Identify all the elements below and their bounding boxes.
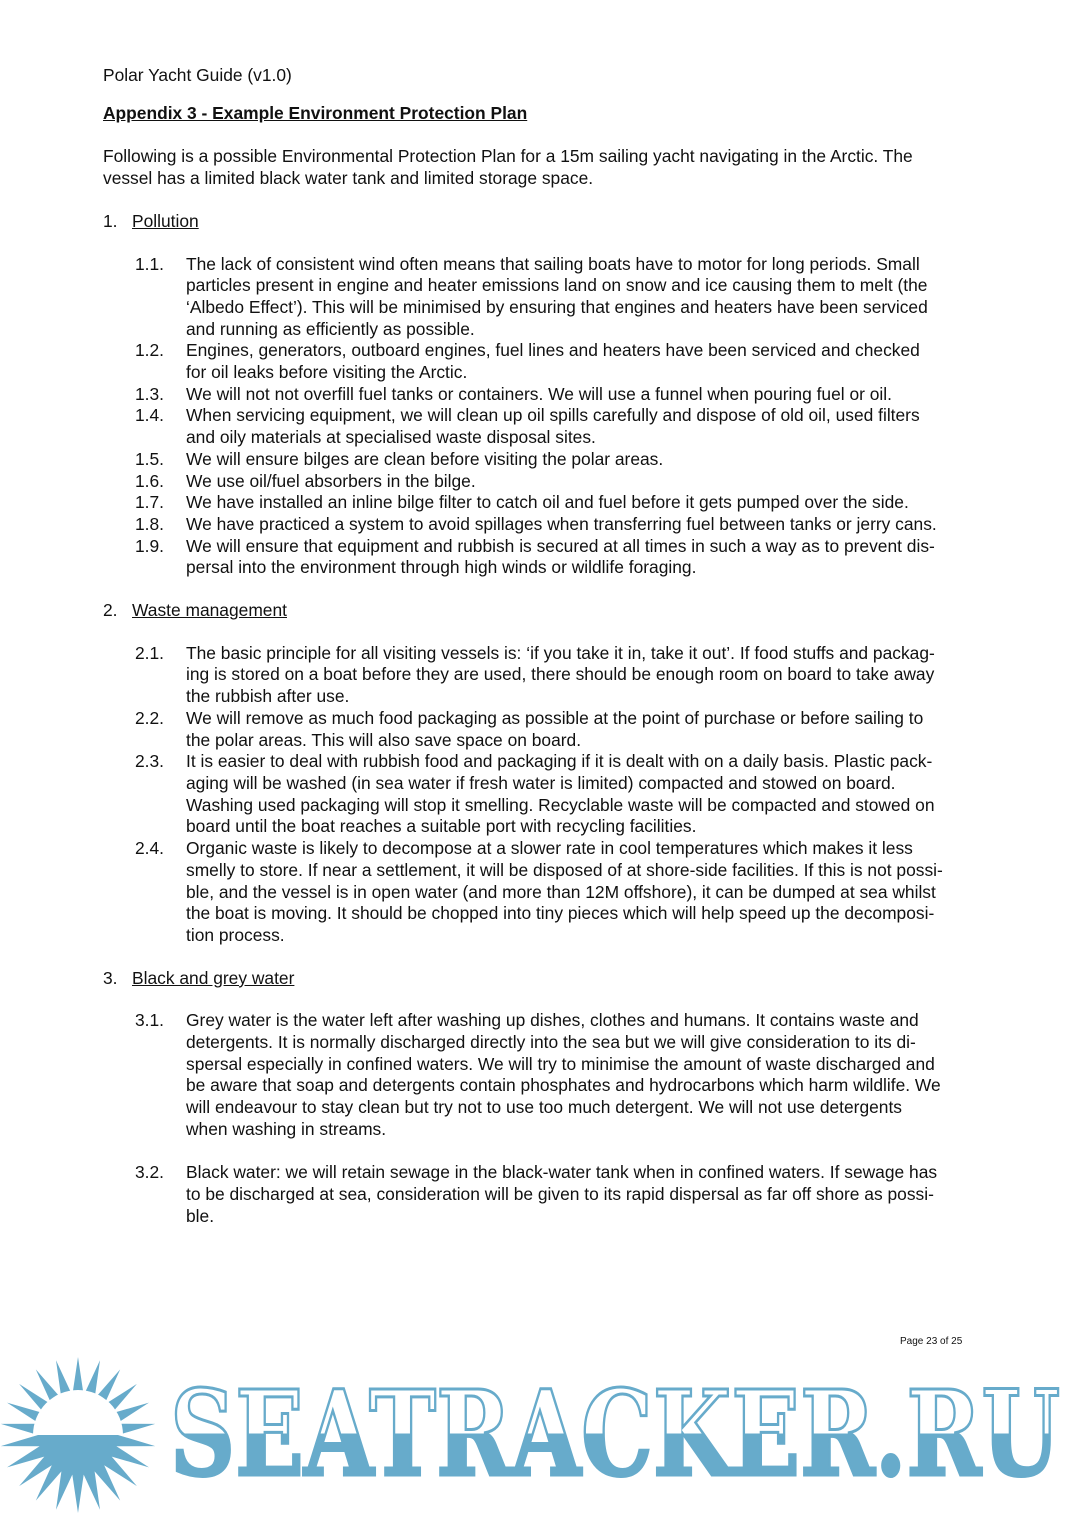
section-label: Pollution bbox=[132, 210, 199, 231]
item-line: persal into the environment through high winds or wildlife foraging. bbox=[186, 557, 697, 578]
list-item bbox=[135, 643, 983, 708]
item-number: 1.6. bbox=[135, 470, 165, 491]
list-item bbox=[135, 536, 983, 579]
item-line: the boat is moving. It should be chopped into tiny pieces which will help speed up the decomposi- bbox=[186, 903, 935, 924]
item-line: ‘Albedo Effect’). This will be minimised by ensuring that engines and heaters have been serviced bbox=[186, 296, 928, 317]
intro-line: Following is a possible Environmental Protection Plan for a 15m sailing yacht navigating in the Arctic. The bbox=[103, 146, 913, 167]
section-heading bbox=[103, 600, 983, 622]
list-item bbox=[135, 405, 983, 448]
section-number: 3. bbox=[103, 967, 118, 988]
item-line: We will ensure that equipment and rubbish is secured at all times in such a way as to prevent dis- bbox=[186, 535, 935, 556]
list-item bbox=[135, 1162, 983, 1227]
item-number: 3.2. bbox=[135, 1162, 165, 1183]
item-line: and oily materials at specialised waste disposal sites. bbox=[186, 427, 596, 448]
item-text bbox=[186, 340, 920, 383]
document-page bbox=[103, 65, 983, 1248]
item-line: for oil leaks before visiting the Arctic. bbox=[186, 362, 468, 383]
list-item bbox=[135, 708, 983, 751]
list-item bbox=[135, 751, 983, 838]
item-number: 3.1. bbox=[135, 1010, 165, 1031]
list-item bbox=[135, 449, 983, 471]
seatracker-watermark bbox=[0, 1355, 1080, 1515]
section-number: 2. bbox=[103, 600, 118, 621]
item-number: 2.3. bbox=[135, 751, 165, 772]
item-line: be aware that soap and detergents contain phosphates and hydrocarbons which harm wildlife. We bbox=[186, 1075, 941, 1096]
list-item bbox=[135, 384, 983, 406]
item-text bbox=[186, 1010, 941, 1140]
list-item bbox=[135, 838, 983, 947]
item-text bbox=[186, 514, 937, 536]
item-text bbox=[186, 405, 920, 448]
item-line: When servicing equipment, we will clean up oil spills carefully and dispose of old oil, used filters bbox=[186, 405, 920, 426]
item-text bbox=[186, 536, 935, 579]
item-line: ble, and the vessel is in open water (and more than 12M offshore), it can be dumped at sea whilst bbox=[186, 881, 936, 902]
appendix-title: Appendix 3 - Example Environment Protection Plan bbox=[103, 102, 528, 123]
section-heading bbox=[103, 968, 983, 990]
item-line: Grey water is the water left after washing up dishes, clothes and humans. It contains waste and bbox=[186, 1010, 919, 1031]
section-label: Black and grey water bbox=[132, 967, 295, 988]
item-line: the rubbish after use. bbox=[186, 686, 350, 707]
item-line: We will not not overfill fuel tanks or containers. We will use a funnel when pouring fuel or oil. bbox=[186, 383, 892, 404]
item-text bbox=[186, 254, 928, 341]
item-line: when washing in streams. bbox=[186, 1118, 387, 1139]
item-number: 2.2. bbox=[135, 707, 165, 728]
intro-paragraph bbox=[103, 146, 983, 189]
section-items bbox=[135, 643, 983, 947]
item-line: aging will be washed (in sea water if fresh water is limited) compacted and stowed on board. bbox=[186, 772, 896, 793]
watermark-text: SEATRACKER.RU bbox=[170, 1364, 1060, 1503]
item-number: 1.7. bbox=[135, 492, 165, 513]
item-number: 1.2. bbox=[135, 340, 165, 361]
item-line: will endeavour to stay clean but try not to use too much detergent. We will not use detergents bbox=[186, 1097, 902, 1118]
list-item bbox=[135, 254, 983, 341]
item-line: particles present in engine and heater emissions land on snow and ice causing them to melt (the bbox=[186, 275, 928, 296]
item-line: We use oil/fuel absorbers in the bilge. bbox=[186, 470, 476, 491]
item-line: We will remove as much food packaging as possible at the point of purchase or before sailing to bbox=[186, 707, 924, 728]
section-number: 1. bbox=[103, 210, 118, 231]
section-items bbox=[135, 1010, 983, 1227]
item-line: We have installed an inline bilge filter to catch oil and fuel before it gets pumped over the side. bbox=[186, 492, 909, 513]
item-line: The basic principle for all visiting vessels is: ‘if you take it in, take it out’. If food stuffs and packag- bbox=[186, 642, 935, 663]
list-item bbox=[135, 492, 983, 514]
item-line: Organic waste is likely to decompose at a slower rate in cool temperatures which makes it less bbox=[186, 838, 913, 859]
section-heading bbox=[103, 211, 983, 233]
item-line: spersal especially in confined waters. We will try to minimise the amount of waste discharged and bbox=[186, 1053, 935, 1074]
item-text bbox=[186, 492, 909, 514]
item-line: We will ensure bilges are clean before visiting the polar areas. bbox=[186, 448, 664, 469]
item-line: and running as efficiently as possible. bbox=[186, 318, 475, 339]
item-number: 2.1. bbox=[135, 642, 165, 663]
item-text bbox=[186, 1162, 937, 1227]
item-text bbox=[186, 384, 892, 406]
item-number: 1.5. bbox=[135, 448, 165, 469]
list-item bbox=[135, 1010, 983, 1140]
list-item bbox=[135, 514, 983, 536]
item-line: It is easier to deal with rubbish food and packaging if it is dealt with on a daily basis. Plastic pack- bbox=[186, 751, 933, 772]
item-line: smelly to store. If near a settlement, it will be disposed of at shore-side facilities. If this is not possi- bbox=[186, 859, 943, 880]
item-line: ing is stored on a boat before they are used, there should be enough room on board to take away bbox=[186, 664, 935, 685]
item-number: 2.4. bbox=[135, 838, 165, 859]
item-number: 1.4. bbox=[135, 405, 165, 426]
item-line: to be discharged at sea, consideration will be given to its rapid dispersal as far off shore as possi- bbox=[186, 1183, 934, 1204]
item-text bbox=[186, 751, 935, 838]
item-line: The lack of consistent wind often means that sailing boats have to motor for long periods. Small bbox=[186, 253, 920, 274]
item-line: Black water: we will retain sewage in the black-water tank when in confined waters. If sewage has bbox=[186, 1162, 938, 1183]
item-line: Engines, generators, outboard engines, fuel lines and heaters have been serviced and checked bbox=[186, 340, 920, 361]
item-line: the polar areas. This will also save space on board. bbox=[186, 729, 582, 750]
item-line: ble. bbox=[186, 1205, 215, 1226]
intro-line: vessel has a limited black water tank and limited storage space. bbox=[103, 168, 594, 189]
document-header: Polar Yacht Guide (v1.0) bbox=[103, 65, 292, 85]
list-item bbox=[135, 471, 983, 493]
list-item bbox=[135, 340, 983, 383]
item-line: detergents. It is normally discharged directly into the sea but we will give consideration to its di- bbox=[186, 1032, 916, 1053]
item-text bbox=[186, 643, 935, 708]
section-label: Waste management bbox=[132, 600, 287, 621]
page-number: Page 23 of 25 bbox=[900, 1336, 963, 1347]
item-text bbox=[186, 449, 663, 471]
item-text bbox=[186, 708, 923, 751]
item-line: tion process. bbox=[186, 924, 285, 945]
item-line: We have practiced a system to avoid spillages when transferring fuel between tanks or jerry cans. bbox=[186, 513, 937, 534]
item-number: 1.9. bbox=[135, 535, 165, 556]
item-text bbox=[186, 838, 943, 947]
item-number: 1.3. bbox=[135, 383, 165, 404]
section-items bbox=[135, 254, 983, 580]
item-line: board until the boat reaches a suitable port with recycling facilities. bbox=[186, 816, 697, 837]
item-number: 1.1. bbox=[135, 253, 165, 274]
item-line: Washing used packaging will stop it smelling. Recyclable waste will be compacted and stowed on bbox=[186, 794, 935, 815]
item-number: 1.8. bbox=[135, 513, 165, 534]
sections bbox=[103, 211, 983, 1228]
item-text bbox=[186, 471, 476, 493]
sun-logo-icon bbox=[1, 1357, 155, 1513]
